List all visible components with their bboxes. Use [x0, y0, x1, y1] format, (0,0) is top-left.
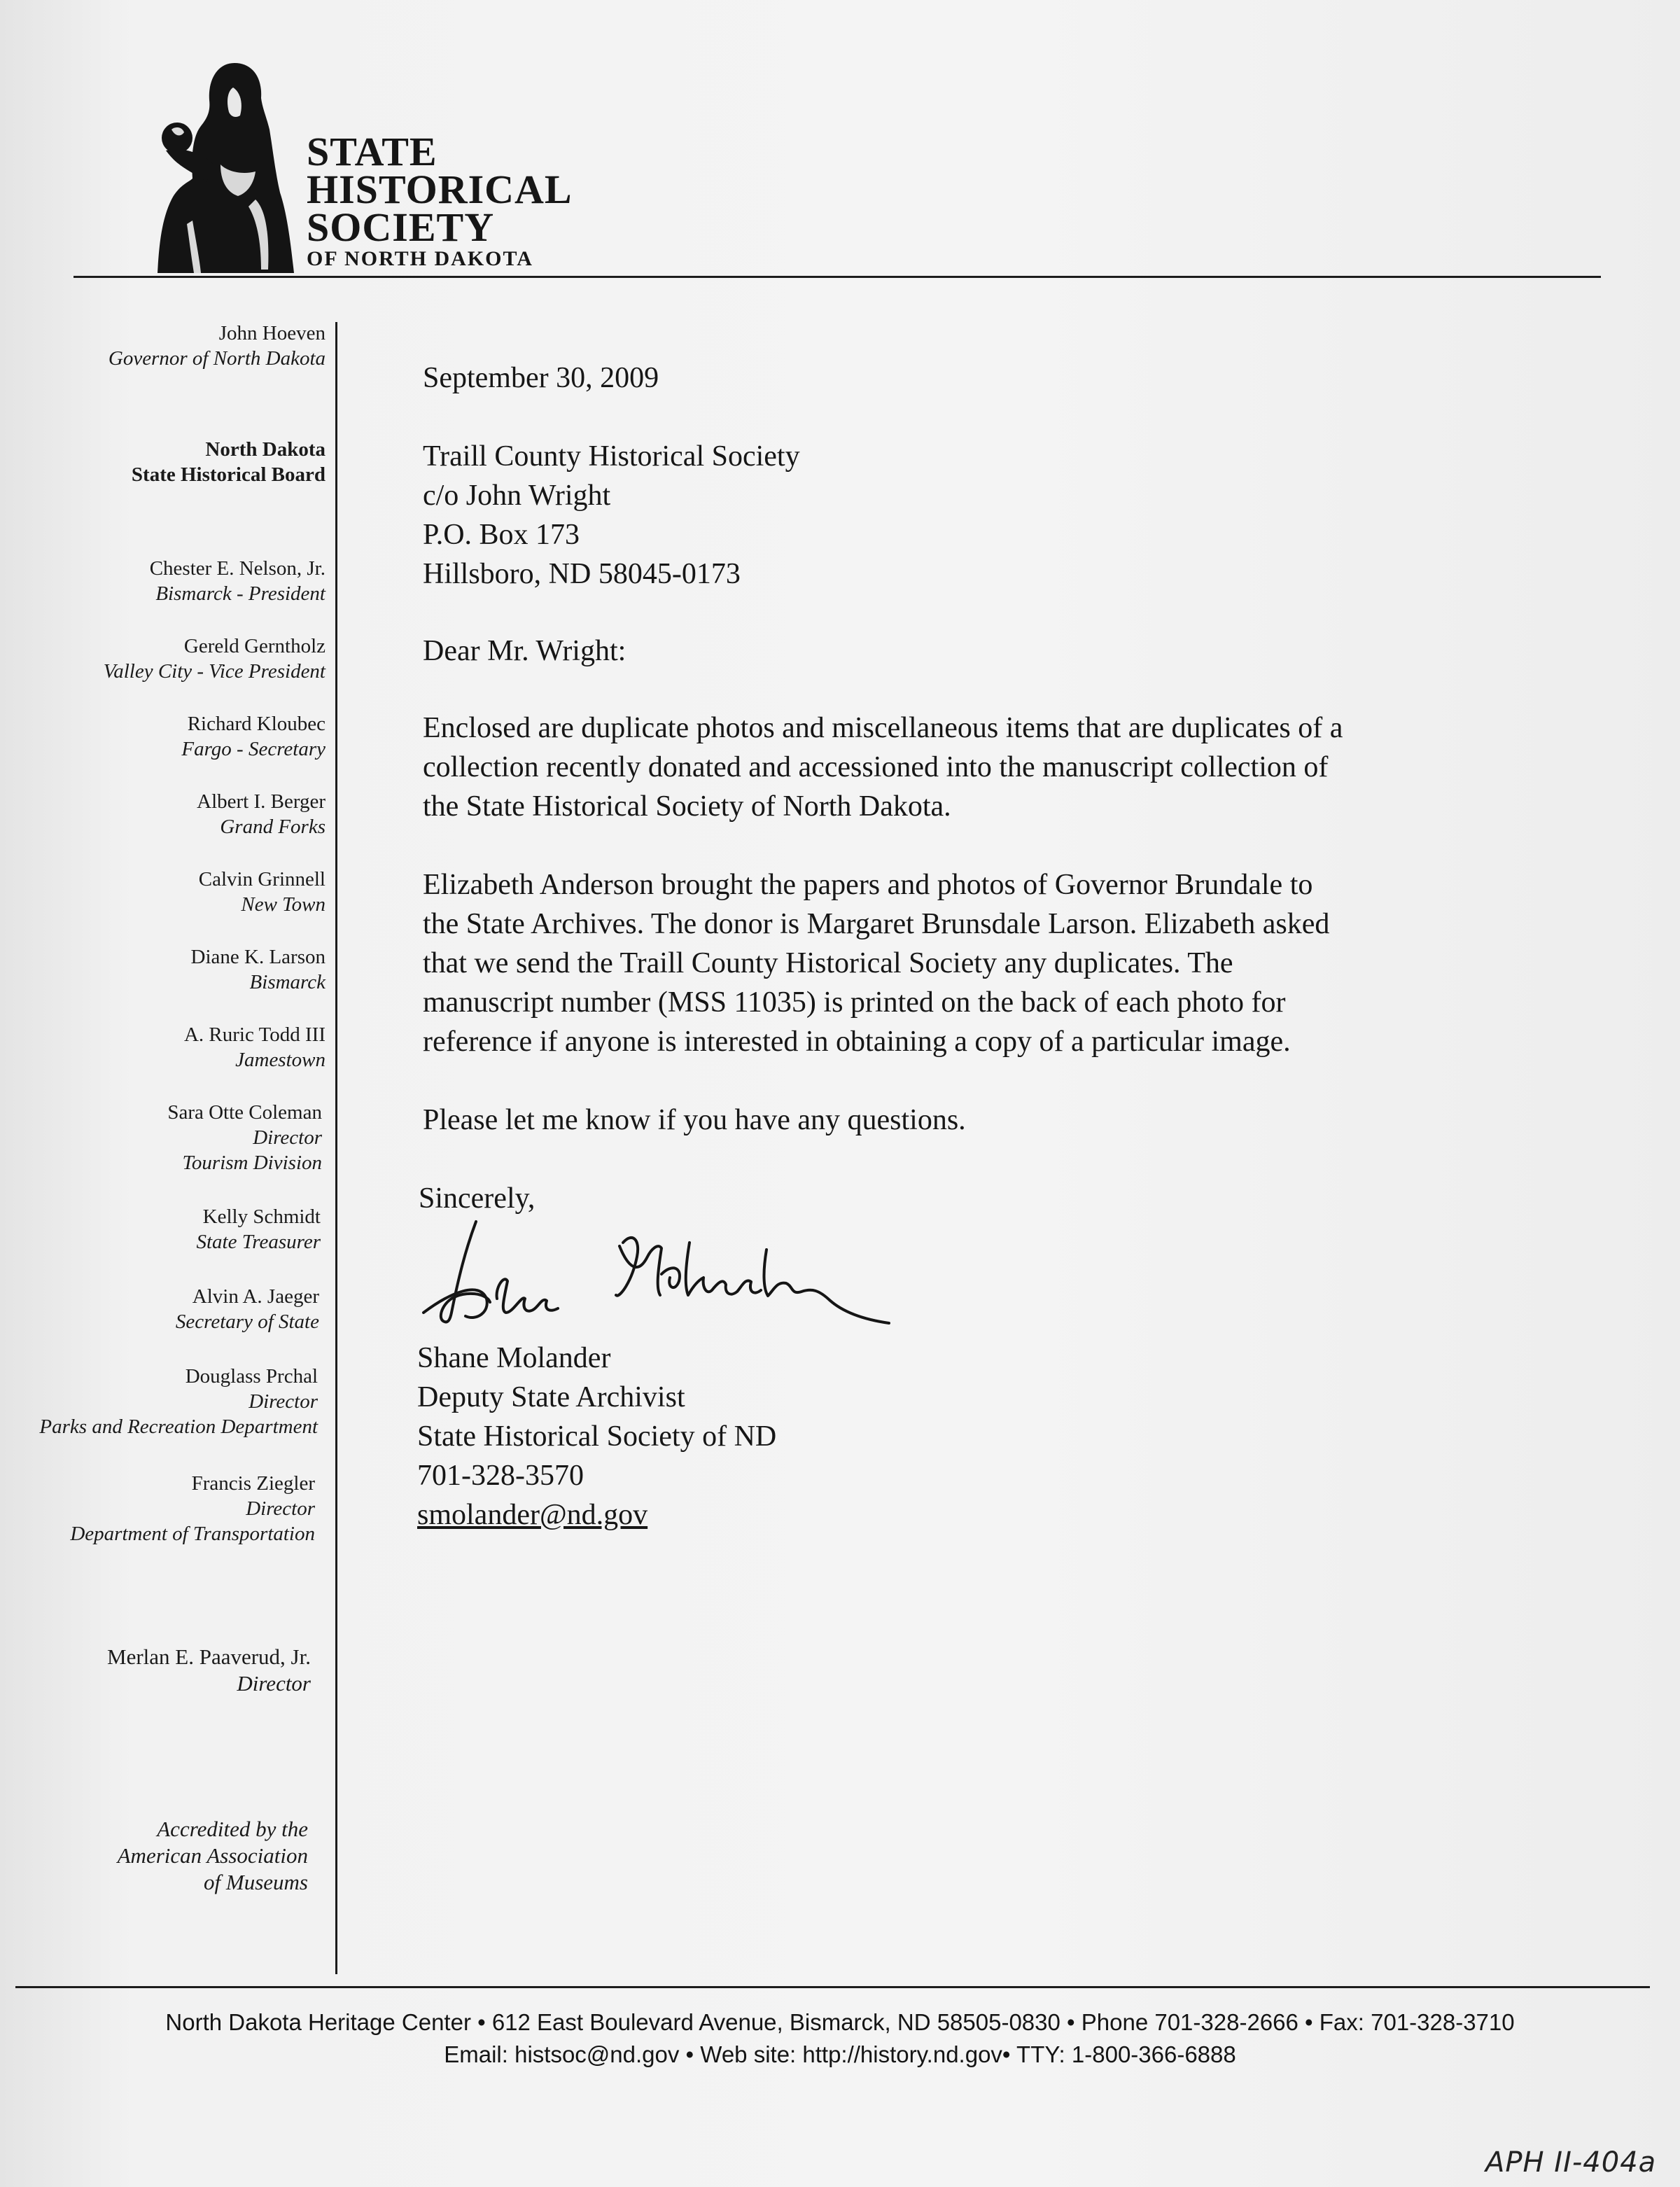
board-member	[167, 1100, 322, 1175]
board-line2: State Historical Board	[131, 463, 326, 486]
paragraph-line: reference if anyone is interested in obtaining a copy of a particular image.	[423, 1026, 1291, 1058]
logo-line1: STATE	[307, 129, 438, 174]
member-role: Director	[253, 1126, 322, 1149]
member-name: Kelly Schmidt	[202, 1206, 321, 1228]
logo-line4: OF NORTH DAKOTA	[307, 247, 533, 270]
board-member	[181, 711, 326, 762]
governor-block	[108, 321, 326, 371]
accredited-line: American Association	[117, 1843, 308, 1868]
member-name: Gereld Gerntholz	[183, 635, 326, 657]
signer-phone: 701-328-3570	[417, 1460, 584, 1492]
member-role: State Treasurer	[196, 1231, 321, 1253]
footer-line2: Email: histsoc@nd.gov • Web site: http://history.nd.gov• TTY: 1-800-366-6888	[444, 2041, 1236, 2067]
member-role: Director	[246, 1497, 315, 1520]
board-member	[191, 944, 326, 995]
letter-date: September 30, 2009	[423, 362, 659, 394]
paragraph-line: Enclosed are duplicate photos and miscellaneous items that are duplicates of a	[423, 712, 1343, 744]
logo-wordmark	[307, 129, 573, 272]
closing: Sincerely,	[419, 1182, 536, 1215]
member-role: Valley City - Vice President	[103, 660, 326, 683]
signer-email-link[interactable]: smolander@nd.gov	[417, 1499, 648, 1531]
member-role: Jamestown	[235, 1049, 326, 1071]
signature-image	[410, 1208, 899, 1341]
paragraph-line: collection recently donated and accessioned into the manuscript collection of	[423, 751, 1329, 783]
logo-line3: SOCIETY	[307, 204, 495, 250]
director-name: Merlan E. Paaverud, Jr.	[107, 1644, 311, 1669]
logo-figure-icon	[150, 60, 304, 277]
board-line1: North Dakota	[205, 438, 326, 461]
board-block	[132, 437, 326, 487]
board-member	[176, 1284, 319, 1334]
accredited-line: Accredited by the	[157, 1817, 308, 1841]
footer-line1: North Dakota Heritage Center • 612 East Boulevard Avenue, Bismarck, ND 58505-0830 • Phone 701-328-2666 • Fax: 701-328-3710	[165, 2009, 1515, 2035]
board-member	[39, 1364, 318, 1439]
paragraph-line: the State Archives. The donor is Margaret Brunsdale Larson. Elizabeth asked	[423, 908, 1330, 940]
member-name: Francis Ziegler	[191, 1472, 315, 1495]
signer-org: State Historical Society of ND	[417, 1420, 777, 1453]
member-role: Fargo - Secretary	[181, 738, 326, 760]
address-line: Hillsboro, ND 58045-0173	[423, 558, 741, 590]
signer-title: Deputy State Archivist	[417, 1381, 685, 1413]
member-name: Richard Kloubec	[187, 713, 326, 735]
salutation: Dear Mr. Wright:	[423, 635, 626, 667]
member-name: Diane K. Larson	[190, 946, 326, 968]
board-member	[184, 1022, 326, 1072]
recipient-address	[423, 437, 800, 594]
member-role: Grand Forks	[220, 816, 326, 838]
sidebar-rule	[335, 322, 337, 1974]
governor-title: Governor of North Dakota	[108, 347, 326, 370]
board-member	[197, 1204, 321, 1255]
address-line: c/o John Wright	[423, 480, 611, 512]
address-line: P.O. Box 173	[423, 519, 580, 551]
handwritten-archive-note: APH II-404a	[1485, 2146, 1657, 2179]
member-role: Department of Transportation	[70, 1523, 315, 1545]
member-name: Chester E. Nelson, Jr.	[149, 557, 326, 580]
paragraph-line: that we send the Traill County Historical Society any duplicates. The	[423, 947, 1233, 979]
logo-line2: HISTORICAL	[307, 167, 573, 212]
board-member	[104, 634, 326, 684]
signer-block	[417, 1339, 776, 1535]
member-role: Tourism Division	[182, 1152, 322, 1174]
board-member	[70, 1471, 315, 1546]
member-role: Parks and Recreation Department	[39, 1416, 318, 1438]
paragraph-line: Elizabeth Anderson brought the papers and photos of Governor Brundale to	[423, 869, 1313, 901]
member-role: New Town	[241, 893, 326, 916]
governor-name: John Hoeven	[218, 322, 326, 344]
accredited-line: of Museums	[204, 1870, 308, 1894]
address-line: Traill County Historical Society	[423, 440, 800, 473]
member-name: Calvin Grinnell	[198, 868, 326, 890]
member-name: Albert I. Berger	[197, 790, 326, 813]
paragraph-line: manuscript number (MSS 11035) is printed on the back of each photo for	[423, 986, 1286, 1019]
board-member	[197, 789, 326, 839]
director-block	[107, 1644, 311, 1697]
accreditation-block	[118, 1816, 308, 1896]
paragraph-1	[423, 708, 1343, 826]
member-role: Secretary of State	[175, 1311, 319, 1333]
paragraph-3: Please let me know if you have any questions.	[423, 1104, 966, 1136]
member-name: Douglass Prchal	[185, 1365, 318, 1388]
member-role: Bismarck	[249, 971, 326, 993]
member-name: Alvin A. Jaeger	[192, 1285, 319, 1308]
director-title: Director	[237, 1671, 311, 1696]
member-role: Director	[248, 1390, 318, 1413]
signer-name: Shane Molander	[417, 1342, 611, 1374]
paragraph-line: the State Historical Society of North Dakota.	[423, 790, 951, 823]
board-member	[150, 556, 326, 606]
member-role: Bismarck - President	[155, 582, 326, 605]
paragraph-2	[423, 865, 1329, 1061]
member-name: Sara Otte Coleman	[167, 1101, 322, 1124]
footer-rule	[15, 1986, 1650, 1988]
board-member	[199, 867, 326, 917]
member-name: A. Ruric Todd III	[183, 1023, 326, 1046]
header-rule	[74, 276, 1601, 278]
